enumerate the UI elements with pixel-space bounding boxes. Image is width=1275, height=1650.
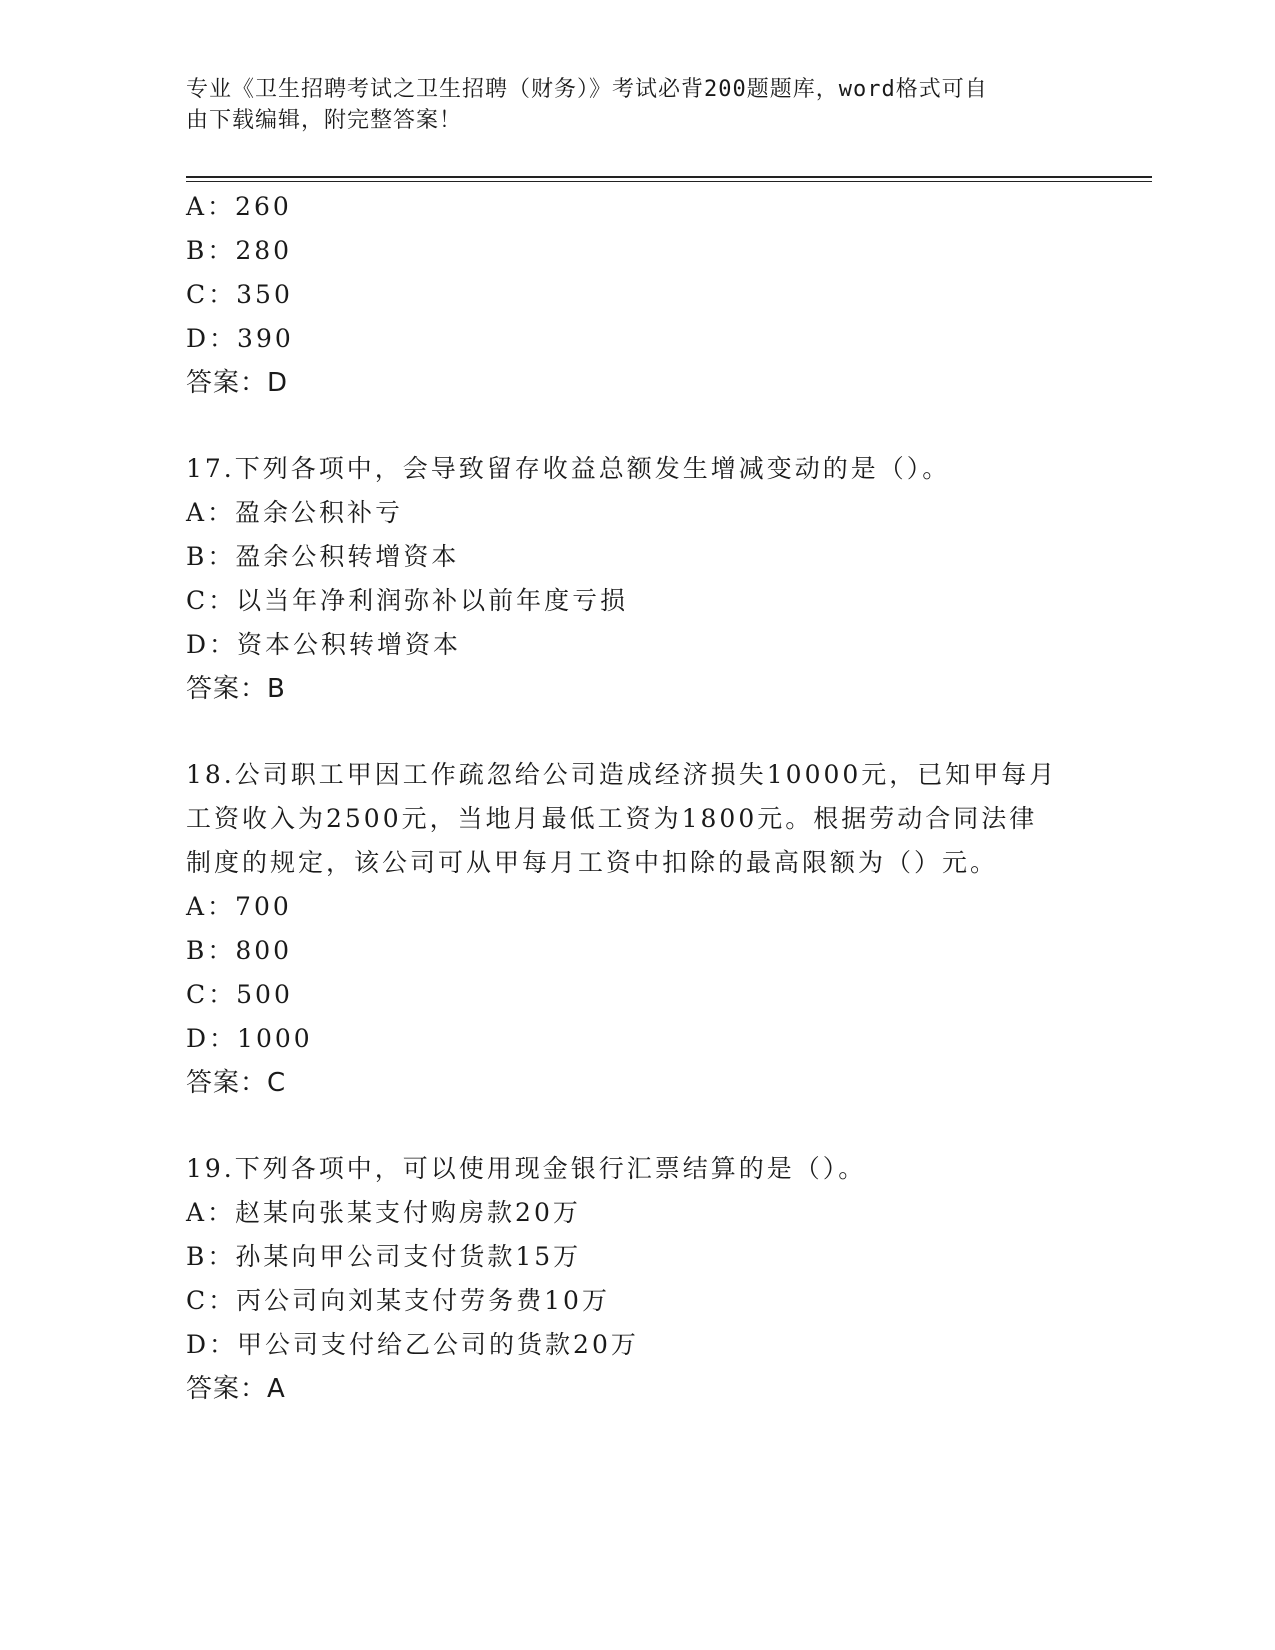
- q17-answer: 答案：B: [186, 674, 286, 704]
- q17-option-c: C：以当年净利润弥补以前年度亏损: [186, 586, 629, 615]
- header-title-line-2: 由下载编辑，附完整答案！: [186, 108, 463, 133]
- document-header: [186, 74, 1066, 136]
- header-title-line-1: 专业《卫生招聘考试之卫生招聘（财务）》考试必背200题题库，word格式可自: [186, 77, 988, 102]
- q17-question: 17.下列各项中，会导致留存收益总额发生增减变动的是（）。: [186, 454, 951, 483]
- q18-question-line-1: 18.公司职工甲因工作疏忽给公司造成经济损失10000元，已知甲每月: [186, 760, 1058, 789]
- q16-option-c: C：350: [186, 280, 293, 309]
- q17-option-b: B：盈余公积转增资本: [186, 542, 460, 571]
- q17-option-a: A：盈余公积补亏: [186, 498, 404, 527]
- q18-option-b: B：800: [186, 936, 293, 965]
- q16-option-b: B：280: [186, 236, 293, 265]
- q18-question-line-3: 制度的规定，该公司可从甲每月工资中扣除的最高限额为（）元。: [186, 848, 999, 877]
- q18-option-a: A：700: [186, 892, 292, 921]
- q19-option-a: A：赵某向张某支付购房款20万: [186, 1198, 581, 1227]
- q18-option-c: C：500: [186, 980, 293, 1009]
- q17-option-d: D：资本公积转增资本: [186, 630, 462, 659]
- q19-option-c: C：丙公司向刘某支付劳务费10万: [186, 1286, 610, 1315]
- q16-option-a: A：260: [186, 192, 292, 221]
- q19-question: 19.下列各项中，可以使用现金银行汇票结算的是（）。: [186, 1154, 867, 1183]
- q18-option-d: D：1000: [186, 1024, 313, 1053]
- q16-answer: 答案：D: [186, 368, 289, 398]
- q19-option-b: B：孙某向甲公司支付货款15万: [186, 1242, 582, 1271]
- q19-option-d: D：甲公司支付给乙公司的货款20万: [186, 1330, 639, 1359]
- header-divider-thick: [186, 176, 1152, 178]
- q18-answer: 答案：C: [186, 1068, 287, 1098]
- header-divider-thin: [186, 181, 1152, 182]
- q19-answer: 答案：A: [186, 1374, 286, 1404]
- q16-option-d: D：390: [186, 324, 294, 353]
- q18-question-line-2: 工资收入为2500元，当地月最低工资为1800元。根据劳动合同法律: [186, 804, 1038, 833]
